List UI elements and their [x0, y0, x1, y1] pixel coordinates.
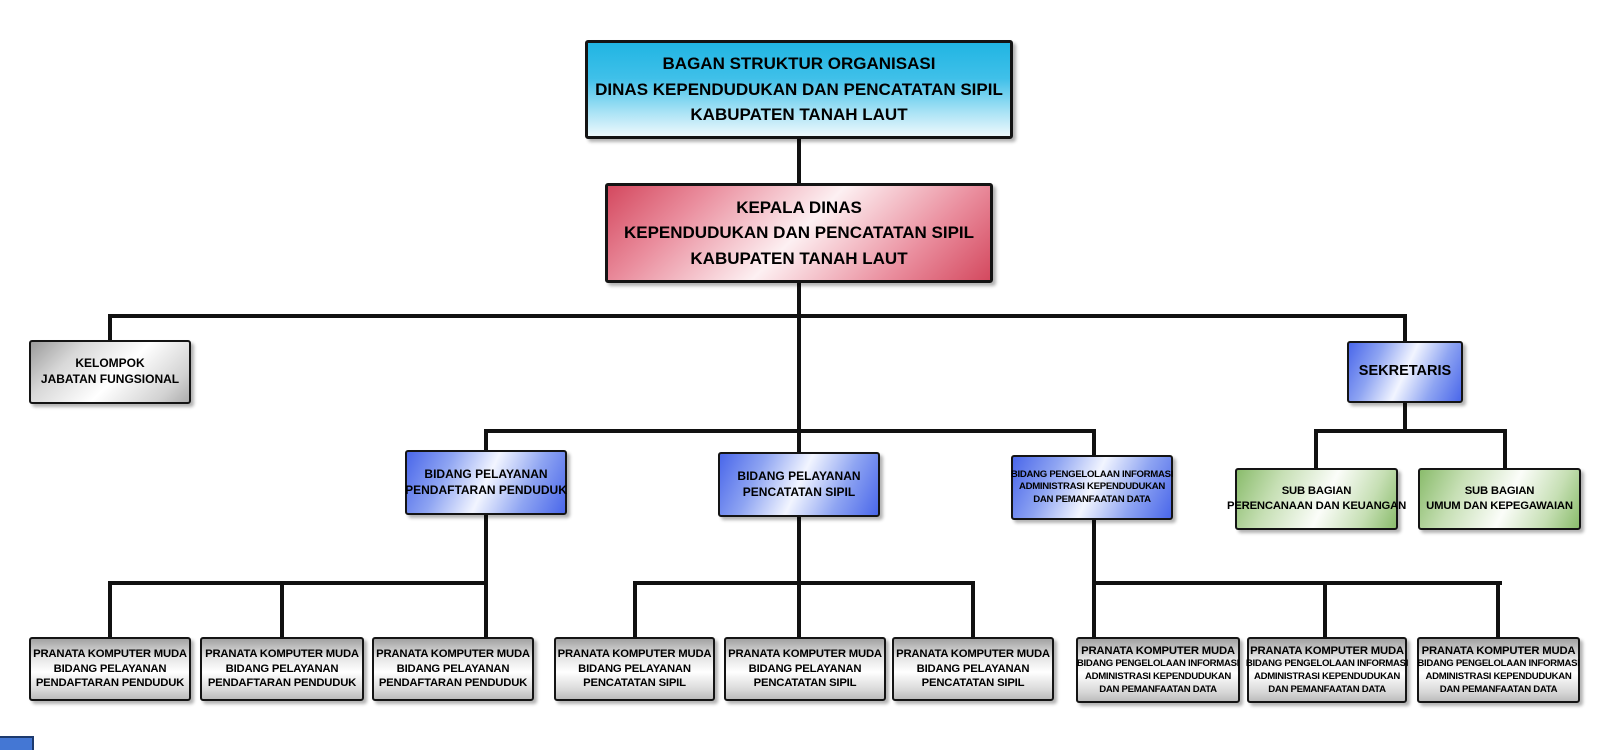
- node-bidang3-line: ADMINISTRASI KEPENDUDUKAN: [1018, 481, 1165, 493]
- node-kepala-line: KABUPATEN TANAH LAUT: [690, 248, 908, 268]
- stray-blue-rectangle: [0, 736, 34, 750]
- node-title-line: KABUPATEN TANAH LAUT: [690, 105, 908, 125]
- node-sub2-line: UMUM DAN KEPEGAWAIAN: [1426, 500, 1573, 512]
- node-pranata-pengelolaan-1: [1076, 637, 1240, 703]
- connector-bidang-horizontal: [484, 429, 1096, 433]
- connector-group3-down: [1092, 518, 1096, 639]
- connector-box9-stub: [1496, 581, 1500, 639]
- node-pranata-line: DAN PEMANFAATAN DATA: [1099, 683, 1217, 695]
- node-kelompok-jabatan-fungsional: [29, 340, 191, 404]
- node-sub1-line: SUB BAGIAN: [1281, 485, 1352, 498]
- node-pranata-line: PRANATA KOMPUTER MUDA: [1250, 644, 1404, 657]
- connector-box2-stub: [280, 581, 284, 639]
- node-pranata-line: PRANATA KOMPUTER MUDA: [376, 647, 530, 660]
- connector-group2-horizontal: [633, 581, 975, 585]
- connector-sekretaris-stub: [1403, 314, 1407, 343]
- connector-bidang3-stub: [1092, 429, 1096, 457]
- node-pranata-pengelolaan-2: [1247, 637, 1407, 703]
- node-pranata-line: PRANATA KOMPUTER MUDA: [1081, 644, 1235, 657]
- node-pranata-line: PENDAFTARAN PENDUDUK: [207, 677, 357, 690]
- node-bidang-pencatatan-sipil: [718, 452, 880, 517]
- node-pranata-line: PRANATA KOMPUTER MUDA: [33, 647, 187, 660]
- node-title: [585, 40, 1013, 139]
- node-bidang1-line: PENDAFTARAN PENDUDUK: [405, 482, 567, 497]
- connector-group2-down: [797, 515, 801, 639]
- node-pranata-line: PENCATATAN SIPIL: [921, 677, 1025, 690]
- node-pranata-line: BIDANG PELAYANAN: [396, 662, 510, 675]
- node-pranata-pengelolaan-3: [1417, 637, 1580, 703]
- node-sub-bagian-perencanaan-keuangan: [1226, 468, 1407, 530]
- node-sub2-line: SUB BAGIAN: [1464, 485, 1535, 498]
- node-pranata-line: PENDAFTARAN PENDUDUK: [378, 677, 528, 690]
- node-sekretaris: [1347, 341, 1463, 403]
- node-sekretaris-line: SEKRETARIS: [1358, 363, 1452, 380]
- node-title-line: BAGAN STRUKTUR ORGANISASI: [662, 54, 936, 74]
- node-pranata-line: BIDANG PELAYANAN: [748, 662, 862, 675]
- connector-group1-down: [484, 513, 488, 639]
- node-pranata-pencatatan-2: [724, 637, 886, 701]
- node-pranata-line: BIDANG PELAYANAN: [916, 662, 1030, 675]
- node-kepala-line: KEPENDUDUKAN DAN PENCATATAN SIPIL: [623, 223, 975, 243]
- node-pranata-pendaftaran-1: [29, 637, 191, 701]
- node-bidang1-line: BIDANG PELAYANAN: [424, 466, 548, 481]
- node-bidang-pendaftaran-penduduk: [405, 450, 567, 515]
- node-pranata-line: BIDANG PELAYANAN: [53, 662, 167, 675]
- node-bidang2-line: BIDANG PELAYANAN: [737, 468, 861, 483]
- node-pranata-line: PENDAFTARAN PENDUDUK: [35, 677, 185, 690]
- connector-group3-horizontal: [1092, 581, 1502, 585]
- node-kepala-dinas: [605, 183, 993, 283]
- node-pranata-line: PRANATA KOMPUTER MUDA: [557, 647, 712, 660]
- node-pranata-line: ADMINISTRASI KEPENDUDUKAN: [1425, 671, 1572, 683]
- connector-sub2-stub: [1503, 429, 1507, 470]
- node-pranata-line: ADMINISTRASI KEPENDUDUKAN: [1253, 671, 1400, 683]
- connector-group1-horizontal: [108, 581, 488, 585]
- connector-bidang1-stub: [484, 429, 488, 452]
- node-kepala-line: KEPALA DINAS: [736, 197, 862, 217]
- node-pranata-line: DAN PEMANFAATAN DATA: [1439, 683, 1558, 695]
- connector-box4-stub: [633, 581, 637, 639]
- node-pranata-line: BIDANG PENGELOLAAN INFORMASI: [1245, 658, 1409, 670]
- connector-kelompok-stub: [108, 314, 112, 342]
- connector-box8-stub: [1323, 581, 1327, 639]
- node-pranata-line: PENCATATAN SIPIL: [583, 677, 686, 690]
- node-bidang3-line: BIDANG PENGELOLAAN INFORMASI: [1010, 468, 1174, 480]
- node-pranata-line: PENCATATAN SIPIL: [753, 677, 857, 690]
- node-bidang2-line: PENCATATAN SIPIL: [742, 484, 856, 499]
- node-sub-bagian-umum-kepegawaian: [1418, 468, 1581, 530]
- connector-subbagian-horizontal: [1314, 429, 1507, 433]
- connector-level1-horizontal: [108, 314, 1407, 318]
- connector-trunk-top: [797, 138, 801, 185]
- node-pranata-line: BIDANG PENGELOLAAN INFORMASI: [1417, 658, 1580, 670]
- node-pranata-pencatatan-3: [892, 637, 1054, 701]
- node-bidang3-line: DAN PEMANFAATAN DATA: [1033, 493, 1151, 505]
- node-pranata-line: PRANATA KOMPUTER MUDA: [896, 647, 1050, 660]
- node-sub1-line: PERENCANAAN DAN KEUANGAN: [1226, 500, 1407, 512]
- node-title-line: DINAS KEPENDUDUKAN DAN PENCATATAN SIPIL: [595, 79, 1003, 99]
- node-pranata-line: PRANATA KOMPUTER MUDA: [205, 647, 359, 660]
- connector-box1-stub: [108, 581, 112, 639]
- node-pranata-pendaftaran-3: [372, 637, 534, 701]
- node-pranata-pencatatan-1: [554, 637, 715, 701]
- connector-box6-stub: [971, 581, 975, 639]
- node-kelompok-line: JABATAN FUNGSIONAL: [40, 372, 180, 386]
- node-pranata-line: BIDANG PELAYANAN: [578, 662, 691, 675]
- node-pranata-line: BIDANG PELAYANAN: [225, 662, 339, 675]
- node-pranata-line: PRANATA KOMPUTER MUDA: [728, 647, 882, 660]
- node-bidang-pengelolaan-informasi: [1011, 455, 1173, 520]
- node-pranata-line: ADMINISTRASI KEPENDUDUKAN: [1084, 671, 1231, 683]
- node-pranata-line: DAN PEMANFAATAN DATA: [1268, 683, 1386, 695]
- node-pranata-line: PRANATA KOMPUTER MUDA: [1421, 644, 1576, 657]
- node-pranata-line: BIDANG PENGELOLAAN INFORMASI: [1076, 658, 1240, 670]
- connector-sub1-stub: [1314, 429, 1318, 470]
- node-pranata-pendaftaran-2: [200, 637, 364, 701]
- node-kelompok-line: KELOMPOK: [75, 356, 145, 371]
